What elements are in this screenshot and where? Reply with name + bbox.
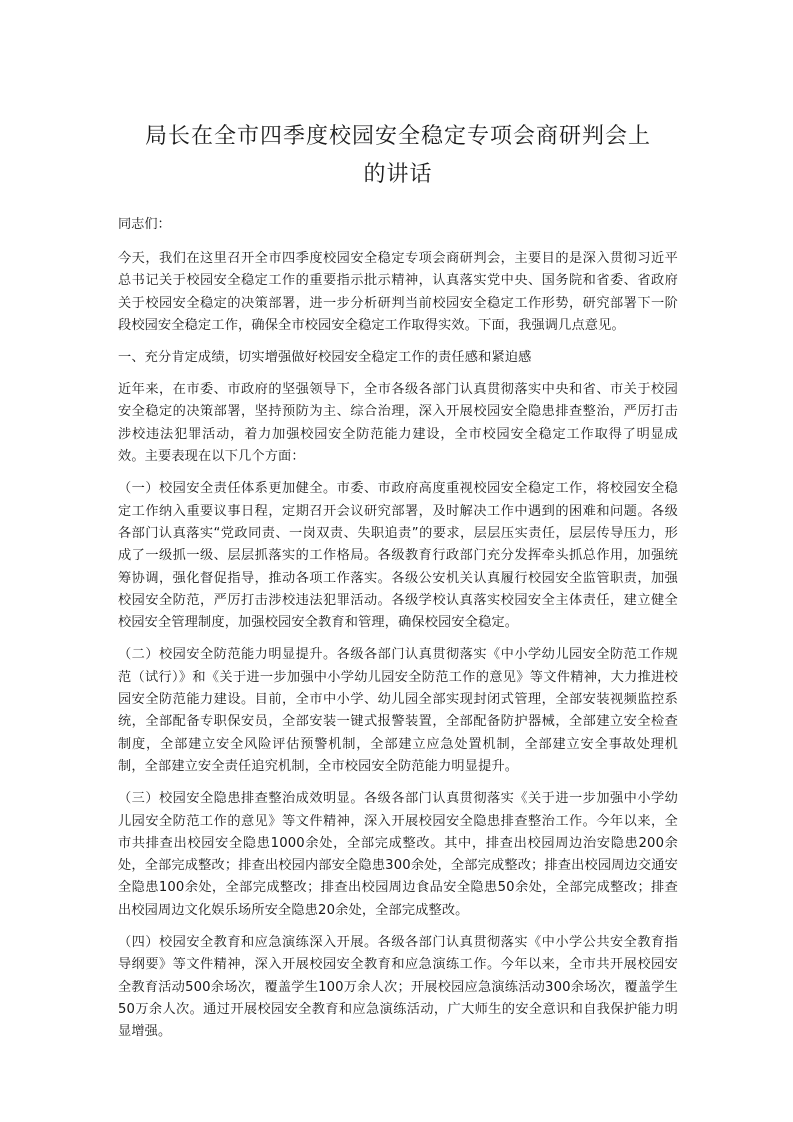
- document-title: [118, 118, 678, 194]
- body-paragraph: 近年来，在市委、市政府的坚强领导下，全市各级各部门认真贯彻落实中央和省、市关于校园安全稳定的决策部署，坚持预防为主、综合治理，深入开展校园安全隐患排查整治，严厉打击涉校违法犯罪活动，着力加强校园安全防范能力建设，全市校园安全稳定工作取得了明显成效。主要表现在以下几个方面：: [118, 382, 678, 465]
- body-paragraph: （三）校园安全隐患排查整治成效明显。各级各部门认真贯彻落实《关于进一步加强中小学幼儿园安全防范工作的意见》等文件精神，深入开展校园安全隐患排查整治工作。今年以来，全市共排查出校园安全隐患1000余处，全部完成整改。其中，排查出校园周边治安隐患200余处，全部完成整改；排查出校园内部安全隐患300余处，全部完成整改；排查出校园周边交通安全隐患100余处，全部完成整改；排查出校园周边食品安全隐患50余处，全部完成整改；排查出校园周边文化娱乐场所安全隐患20余处，全部完成整改。: [118, 791, 678, 918]
- body-paragraph: （二）校园安全防范能力明显提升。各级各部门认真贯彻落实《中小学幼儿园安全防范工作规范（试行）》和《关于进一步加强中小学幼儿园安全防范工作的意见》等文件精神，大力推进校园安全防范能力建设。目前，全市中小学、幼儿园全部实现封闭式管理，全部安装视频监控系统，全部配备专职保安员，全部安装一键式报警装置，全部配备防护器械，全部建立安全检查制度，全部建立安全风险评估预警机制，全部建立应急处置机制，全部建立安全事故处理机制，全部建立安全责任追究机制，全市校园安全防范能力明显提升。: [118, 647, 678, 774]
- title-line-2: 的讲话: [363, 162, 433, 187]
- salutation: 同志们：: [118, 217, 171, 232]
- title-line-1: 局长在全市四季度校园安全稳定专项会商研判会上: [144, 124, 651, 149]
- document-page: [118, 118, 678, 1054]
- section-heading: 一、充分肯定成绩，切实增强做好校园安全稳定工作的责任感和紧迫感: [118, 350, 532, 366]
- body-paragraph: （一）校园安全责任体系更加健全。市委、市政府高度重视校园安全稳定工作，将校园安全稳定工作纳入重要议事日程，定期召开会议研究部署，及时解决工作中遇到的困难和问题。各级各部门认真落实“党政同责、一岗双责、失职追责”的要求，层层压实责任，层层传导压力，形成了一级抓一级、层层抓落实的工作格局。各级教育行政部门充分发挥牵头抓总作用，加强统筹协调，强化督促指导，推动各项工作落实。各级公安机关认真履行校园安全监管职责，加强校园安全防范，严厉打击涉校违法犯罪活动。各级学校认真落实校园安全主体责任，建立健全校园安全管理制度，加强校园安全教育和管理，确保校园安全稳定。: [118, 481, 678, 631]
- intro-paragraph: 今天，我们在这里召开全市四季度校园安全稳定专项会商研判会，主要目的是深入贯彻习近平总书记关于校园安全稳定工作的重要指示批示精神，认真落实党中央、国务院和省委、省政府关于校园安全稳定的决策部署，进一步分析研判当前校园安全稳定工作形势，研究部署下一阶段校园安全稳定工作，确保全市校园安全稳定工作取得实效。下面，我强调几点意见。: [118, 251, 678, 333]
- body-paragraph: （四）校园安全教育和应急演练深入开展。各级各部门认真贯彻落实《中小学公共安全教育指导纲要》等文件精神，深入开展校园安全教育和应急演练工作。今年以来，全市共开展校园安全教育活动500余场次，覆盖学生100万余人次；开展校园应急演练活动300余场次，覆盖学生50万余人次。通过开展校园安全教育和应急演练活动，广大师生的安全意识和自我保护能力明显增强。: [118, 935, 678, 1040]
